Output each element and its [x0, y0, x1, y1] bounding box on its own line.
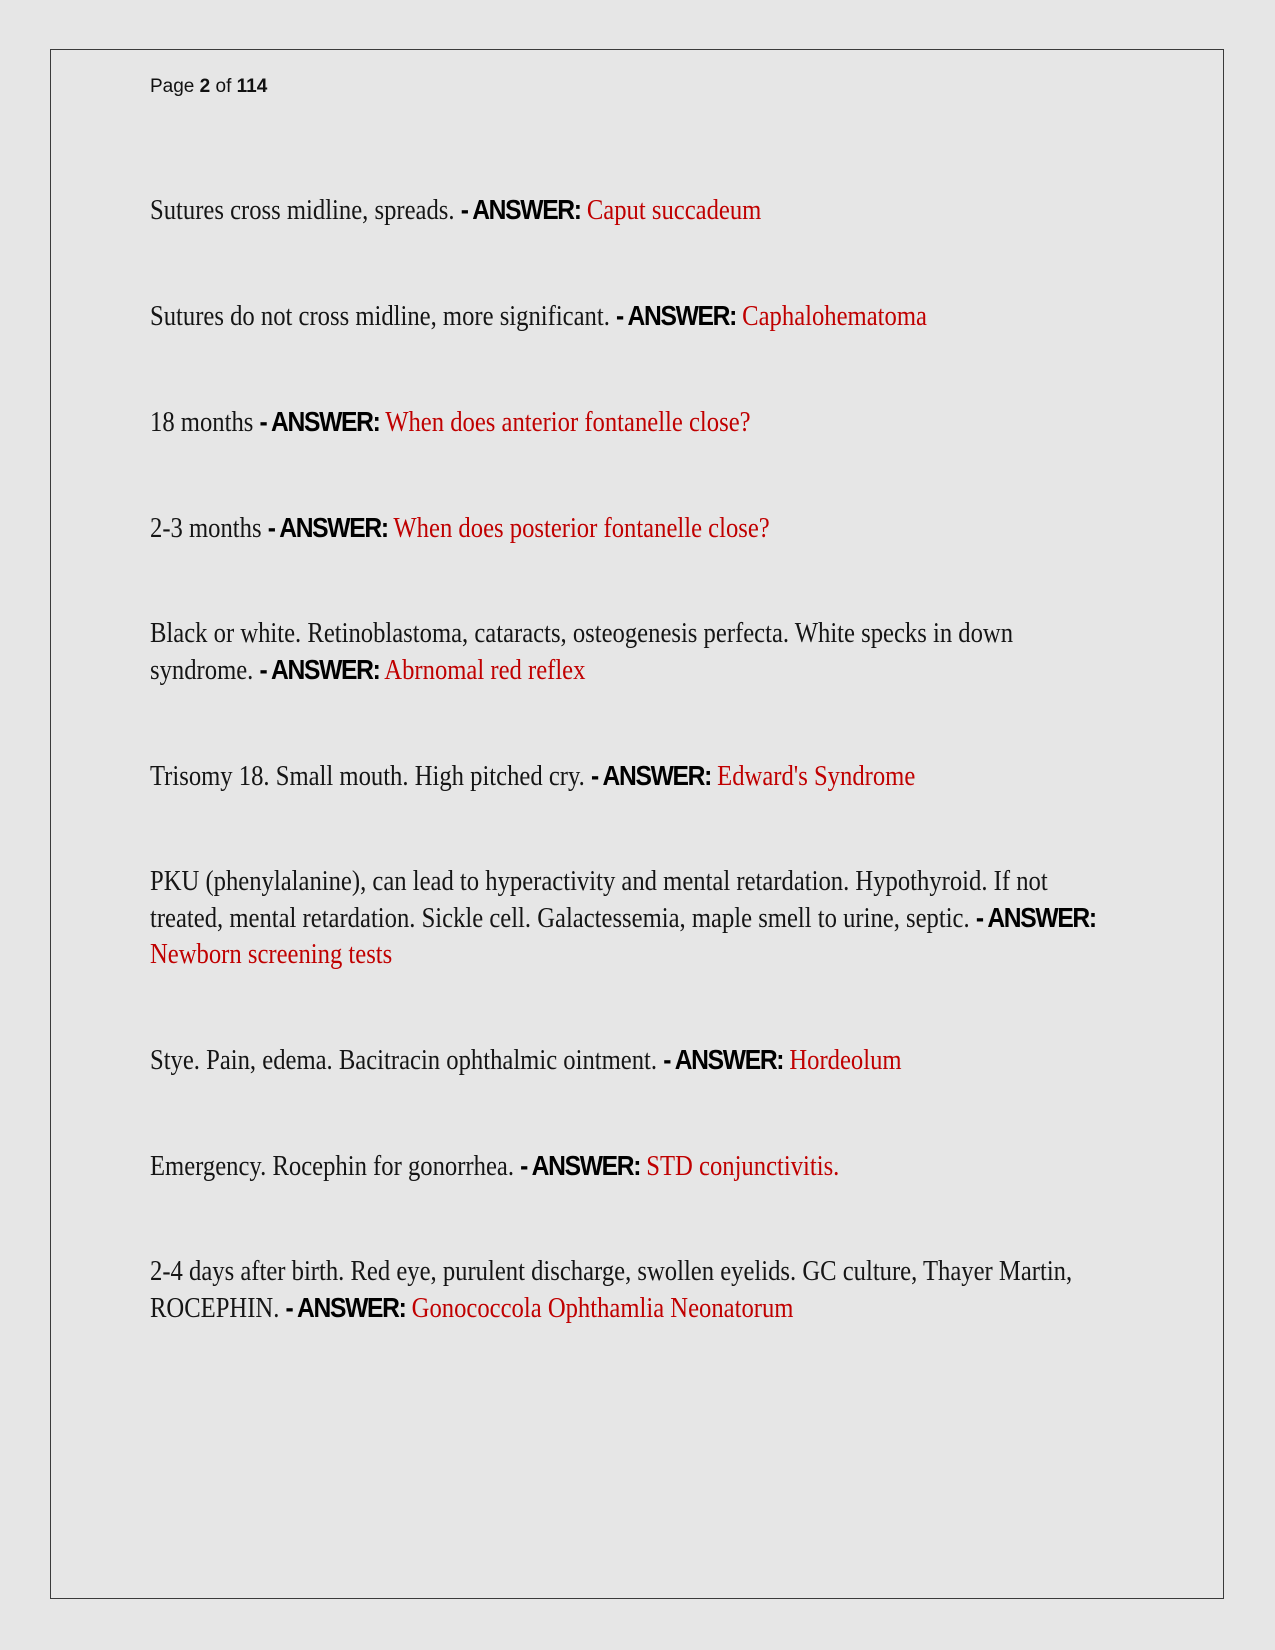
answer-text: Caphalohematoma	[742, 301, 927, 332]
answer-text: Newborn screening tests	[150, 939, 393, 970]
qa-item-3	[150, 404, 1110, 441]
qa-item-1	[150, 192, 1110, 229]
answer-separator: - ANSWER:	[975, 902, 1096, 933]
total-pages: 114	[236, 76, 268, 97]
qa-item-10	[150, 1254, 1110, 1327]
answer-text: When does anterior fontanelle close?	[385, 407, 751, 438]
page-label: Page	[150, 76, 195, 97]
page-border	[50, 49, 1224, 1599]
question-text: 2-3 months	[150, 513, 262, 544]
answer-text: Edward's Syndrome	[717, 761, 916, 792]
answer-text: Abrnomal red reflex	[384, 655, 586, 686]
answer-separator: - ANSWER:	[267, 512, 388, 543]
page-of-label: of	[215, 76, 232, 97]
question-text: Black or white. Retinoblastoma, cataracts, osteogenesis perfecta. White specks in down syndrome.	[150, 618, 1014, 686]
answer-text: When does posterior fontanelle close?	[393, 513, 770, 544]
answer-separator: - ANSWER:	[259, 406, 380, 437]
question-text: PKU (phenylalanine), can lead to hyperactivity and mental retardation. Hypothyroid. If not treated, mental retardation. Sickle cell. Galactessemia, maple smell to urine, septic.	[150, 866, 1048, 934]
answer-separator: - ANSWER:	[520, 1150, 641, 1181]
answer-text: STD conjunctivitis.	[646, 1151, 840, 1182]
qa-item-4	[150, 510, 1110, 547]
question-text: Sutures cross midline, spreads.	[150, 195, 455, 226]
qa-item-5	[150, 616, 1110, 689]
answer-text: Caput succadeum	[586, 195, 762, 226]
question-text: Emergency. Rocephin for gonorrhea.	[150, 1151, 515, 1182]
answer-separator: - ANSWER:	[663, 1044, 784, 1075]
qa-item-8	[150, 1042, 1110, 1079]
question-text: Stye. Pain, edema. Bacitracin ophthalmic ointment.	[150, 1045, 658, 1076]
question-text: Trisomy 18. Small mouth. High pitched cry.	[150, 761, 585, 792]
page-number-header	[150, 76, 267, 98]
qa-item-2	[150, 298, 1110, 335]
answer-separator: - ANSWER:	[591, 760, 711, 791]
qa-item-7	[150, 864, 1110, 973]
qa-item-9	[150, 1148, 1110, 1185]
question-text: Sutures do not cross midline, more significant.	[150, 301, 610, 332]
question-text: 2-4 days after birth. Red eye, purulent discharge, swollen eyelids. GC culture, Thayer Martin, ROCEPHIN.	[150, 1256, 1073, 1324]
question-text: 18 months	[150, 407, 254, 438]
answer-separator: - ANSWER:	[460, 194, 581, 225]
current-page: 2	[199, 76, 211, 97]
answer-text: Gonococcola Ophthamlia Neonatorum	[411, 1293, 794, 1324]
answer-separator: - ANSWER:	[259, 654, 380, 685]
answer-separator: - ANSWER:	[285, 1292, 406, 1323]
answer-separator: - ANSWER:	[616, 300, 737, 331]
answer-text: Hordeolum	[789, 1045, 902, 1076]
qa-item-6	[150, 758, 1110, 795]
